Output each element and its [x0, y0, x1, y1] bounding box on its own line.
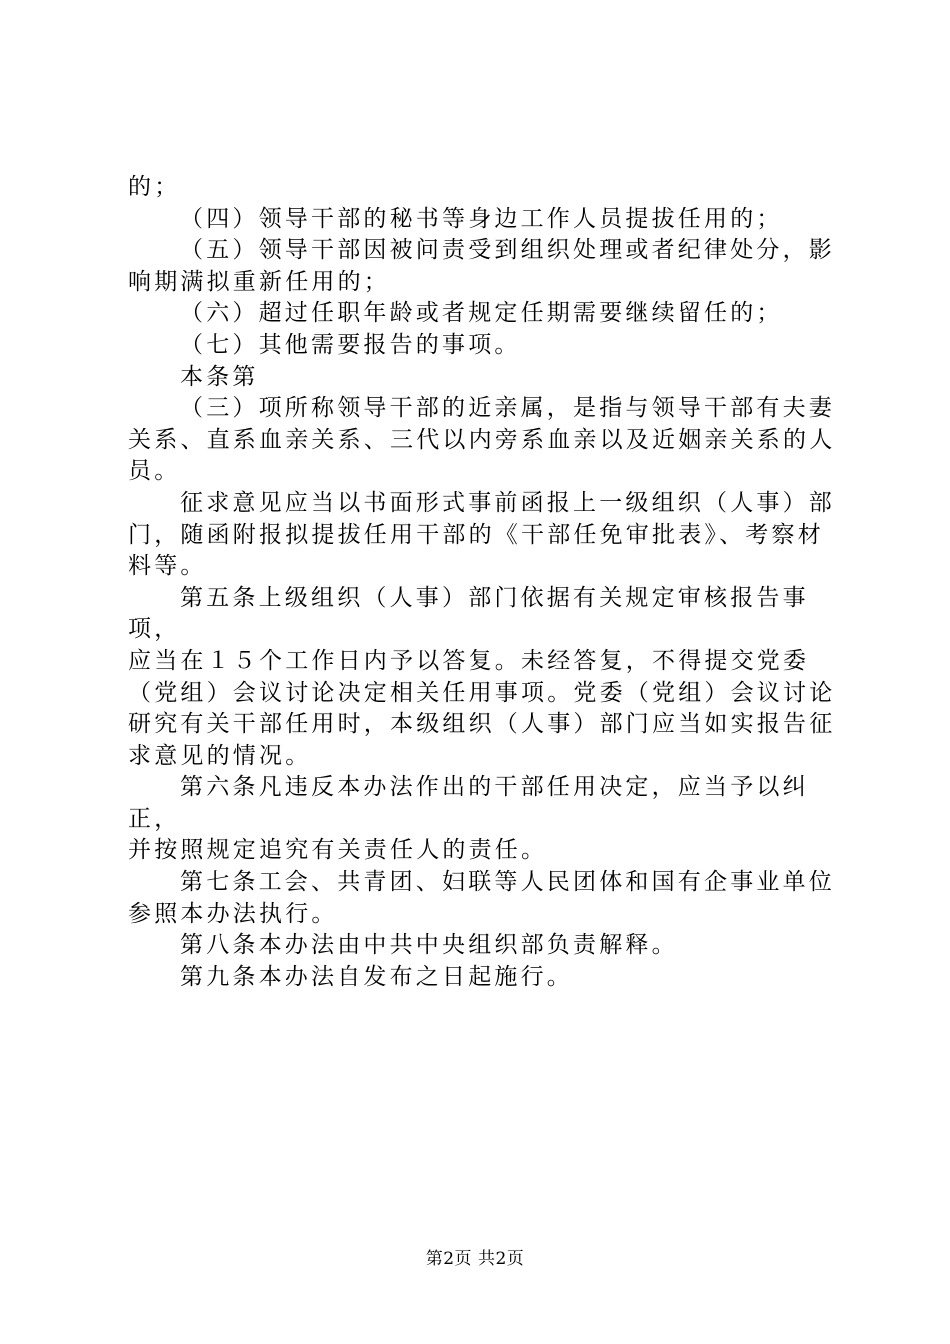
text-line: 员。	[128, 458, 181, 485]
text-line: 第九条本办法自发布之日起施行。	[180, 963, 573, 990]
text-line: 并按照规定追究有关责任人的责任。	[128, 837, 548, 864]
document-body	[128, 172, 836, 993]
text-line: 门，随函附报拟提拔任用干部的《干部任免审批表》、考察材	[128, 521, 824, 548]
text-line: （七）其他需要报告的事项。	[180, 331, 521, 358]
text-line: （三）项所称领导干部的近亲属，是指与领导干部有夫妻	[180, 395, 835, 422]
text-line: 征求意见应当以书面形式事前函报上一级组织（人事）部	[180, 489, 835, 516]
text-line: （五）领导干部因被问责受到组织处理或者纪律处分，影	[180, 237, 835, 264]
text-line: 料等。	[128, 553, 207, 580]
text-line: 本条第	[180, 363, 259, 390]
text-line: 第五条上级组织（人事）部门依据有关规定审核报告事项，	[128, 584, 809, 643]
text-line: 应当在１５个工作日内予以答复。未经答复，不得提交党委	[128, 647, 810, 674]
page-footer: 第2页 共2页	[425, 1249, 525, 1269]
text-line: 第八条本办法由中共中央组织部负责解释。	[180, 932, 678, 959]
text-line: （党组）会议讨论决定相关任用事项。党委（党组）会议讨论	[128, 679, 836, 706]
text-line: 第六条凡违反本办法作出的干部任用决定，应当予以纠正，	[128, 774, 809, 832]
text-line: 研究有关干部任用时，本级组织（人事）部门应当如实报告征	[128, 711, 836, 738]
text-line: 关系、直系血亲关系、三代以内旁系血亲以及近姻亲关系的人	[128, 426, 836, 453]
text-line: 响期满拟重新任用的；	[128, 268, 390, 295]
text-line: 求意见的情况。	[128, 742, 312, 769]
text-line: （六）超过任职年龄或者规定任期需要继续留任的；	[180, 300, 783, 327]
text-line: 第七条工会、共青团、妇联等人民团体和国有企事业单位	[180, 869, 835, 896]
text-line: 的；	[128, 174, 181, 200]
text-line: （四）领导干部的秘书等身边工作人员提拔任用的；	[180, 205, 783, 232]
text-line: 参照本办法执行。	[128, 900, 338, 927]
